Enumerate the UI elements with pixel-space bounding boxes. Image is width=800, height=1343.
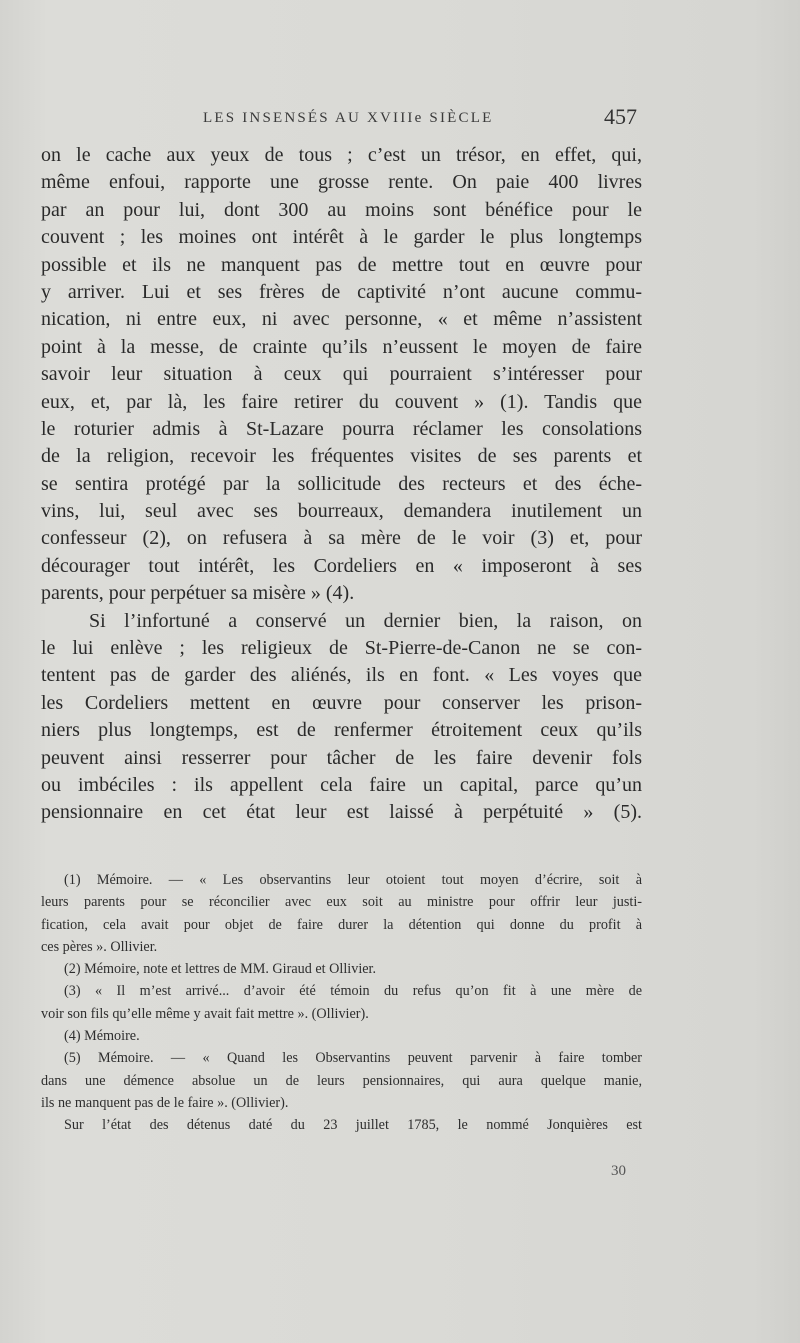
- running-head: [0, 104, 800, 134]
- body-line: tentent pas de garder des aliénés, ils en font. « Les voyes que: [41, 664, 642, 687]
- body-line: vins, lui, seul avec ses bourreaux, demandera inutilement un: [41, 500, 642, 523]
- body-line: nication, ni entre eux, ni avec personne, « et même n’assistent: [41, 308, 642, 331]
- body-line: le lui enlève ; les religieux de St-Pierre-de-Canon ne se con-: [41, 637, 642, 660]
- body-line: on le cache aux yeux de tous ; c’est un trésor, en effet, qui,: [41, 144, 642, 166]
- body-line: parents, pour perpétuer sa misère » (4).: [41, 582, 355, 605]
- body-line: peuvent ainsi resserrer pour tâcher de les faire devenir fols: [41, 746, 642, 769]
- footnote-line: (3) « Il m’est arrivé... d’avoir été témoin du refus qu’on fit à une mère de: [64, 983, 642, 1000]
- body-line: savoir leur situation à ceux qui pourraient s’intéresser pour: [41, 363, 642, 386]
- footnote-line: ils ne manquent pas de le faire ». (Ollivier).: [41, 1094, 289, 1111]
- footnote-line: (5) Mémoire. — « Quand les Observantins peuvent parvenir à faire tomber: [64, 1050, 642, 1067]
- body-text: [41, 142, 642, 827]
- body-line: possible et ils ne manquent pas de mettre tout en œuvre pour: [41, 253, 642, 276]
- body-line: Si l’infortuné a conservé un dernier bien, la raison, on: [89, 609, 642, 632]
- body-line: pensionnaire en cet état leur est laissé à perpétuité » (5).: [41, 801, 642, 824]
- footnote-line: (4) Mémoire.: [64, 1028, 140, 1045]
- body-line: même enfoui, rapporte une grosse rente. On paie 400 livres: [41, 171, 642, 194]
- body-line: décourager tout intérêt, les Cordeliers en « imposeront à ses: [41, 554, 642, 577]
- footnote-line: voir son fils qu’elle même y avait fait mettre ». (Ollivier).: [41, 1005, 369, 1022]
- body-line: par an pour lui, dont 300 au moins sont bénéfice pour le: [41, 198, 642, 221]
- footnote-line: ces pères ». Ollivier.: [41, 938, 158, 955]
- body-line: confesseur (2), on refusera à sa mère de le voir (3) et, pour: [41, 527, 642, 550]
- body-line: se sentira protégé par la sollicitude des recteurs et des éche-: [41, 472, 642, 495]
- footnote-line: fication, cela avait pour objet de faire durer la détention qui donne du profit à: [41, 916, 642, 933]
- body-line: couvent ; les moines ont intérêt à le garder le plus longtemps: [41, 226, 642, 249]
- body-line: de la religion, recevoir les fréquentes visites de ses parents et: [41, 445, 642, 468]
- signature-mark: 30: [611, 1163, 626, 1179]
- footnote-line: leurs parents pour se réconcilier avec eux soit au ministre pour offrir leur justi-: [41, 894, 642, 911]
- body-line: niers plus longtemps, est de renfermer étroitement ceux qu’ils: [41, 719, 642, 742]
- footnote-line: (1) Mémoire. — « Les observantins leur otoient tout moyen d’écrire, soit à: [64, 872, 642, 888]
- footnotes: [41, 869, 642, 1137]
- footnote-line: (2) Mémoire, note et lettres de MM. Giraud et Ollivier.: [64, 961, 377, 978]
- body-line: les Cordeliers mettent en œuvre pour conserver les prison-: [41, 691, 642, 714]
- body-line: ou imbéciles : ils appellent cela faire un capital, parce qu’un: [41, 773, 642, 796]
- body-line: point à la messe, de crainte qu’ils n’eussent le moyen de faire: [41, 335, 642, 358]
- body-line: y arriver. Lui et ses frères de captivité n’ont aucune commu-: [41, 280, 642, 303]
- page-number: 457: [604, 104, 637, 129]
- body-line: le roturier admis à St-Lazare pourra réclamer les consolations: [41, 417, 642, 440]
- footnote-line: dans une démence absolue un de leurs pensionnaires, qui aura quelque manie,: [41, 1072, 642, 1089]
- running-title: LES INSENSÉS AU XVIIIe SIÈCLE: [203, 110, 494, 126]
- body-line: eux, et, par là, les faire retirer du couvent » (1). Tandis que: [41, 390, 642, 413]
- footnote-line: Sur l’état des détenus daté du 23 juillet 1785, le nommé Jonquières est: [64, 1117, 642, 1134]
